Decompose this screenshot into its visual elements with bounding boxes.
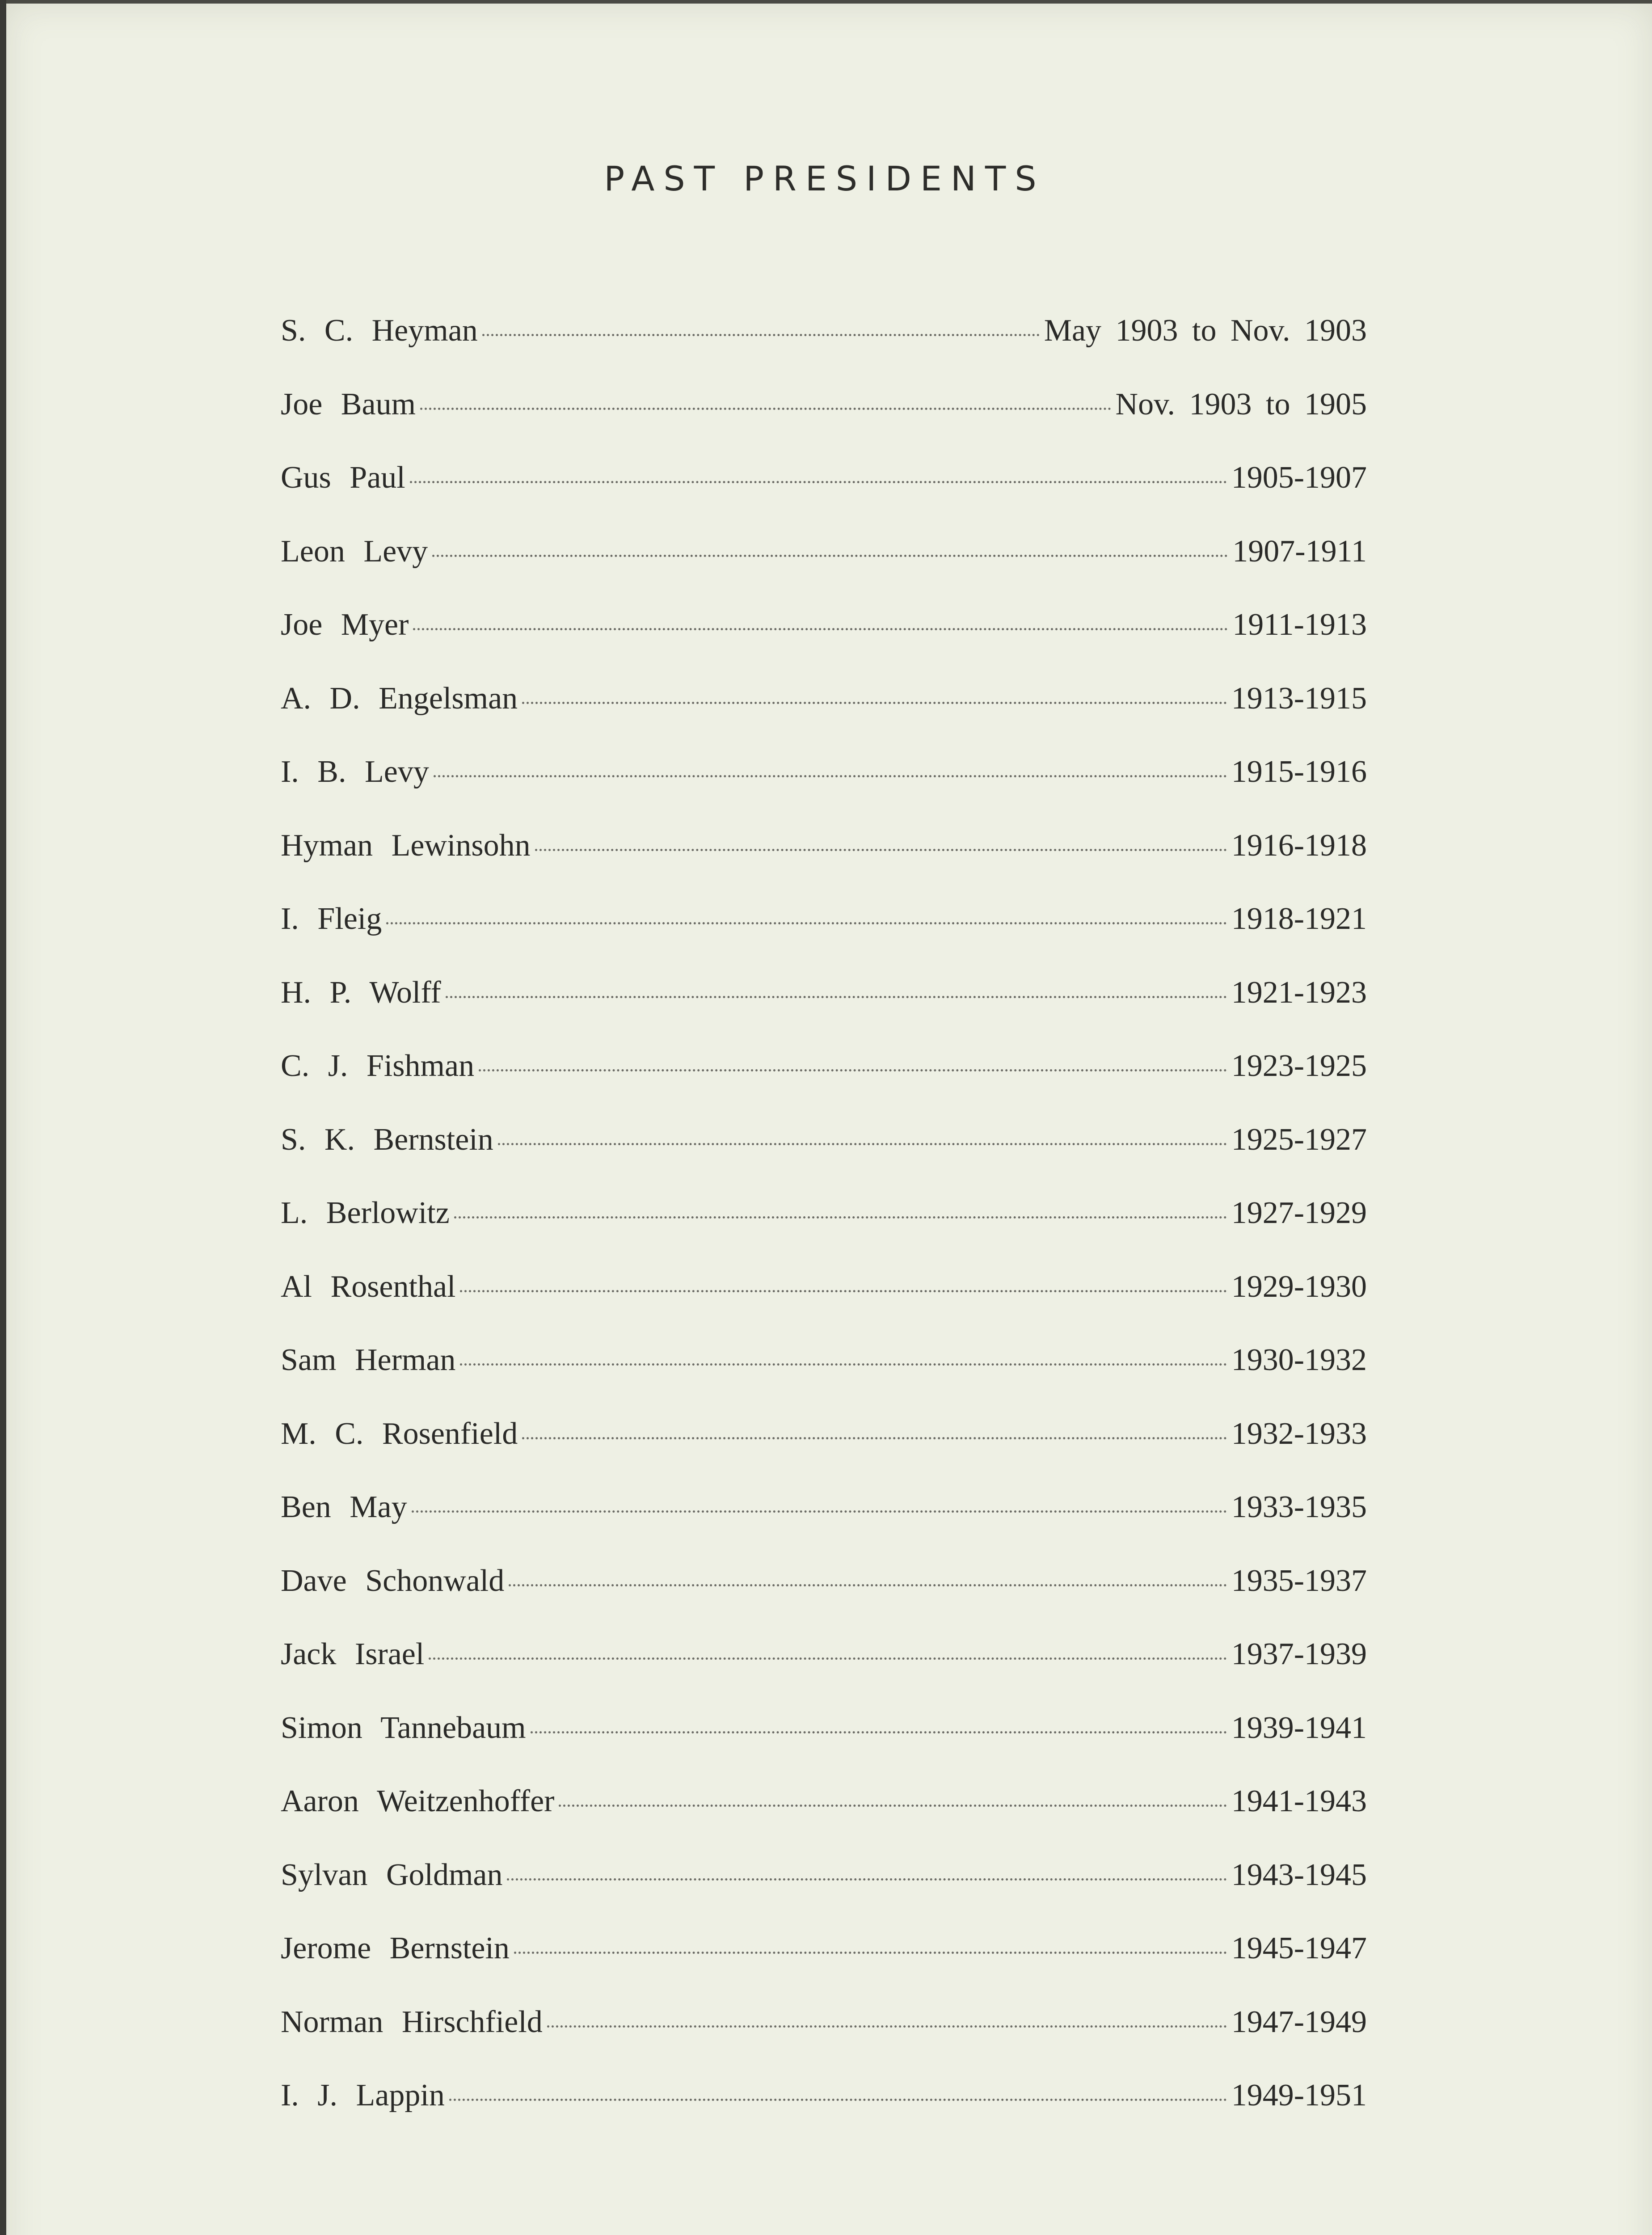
binding-edge xyxy=(0,0,6,2235)
president-row xyxy=(281,1416,1367,1490)
president-term: 1947-1949 xyxy=(1231,2004,1367,2039)
dot-leader xyxy=(547,2025,1227,2028)
dot-leader xyxy=(449,2099,1227,2101)
president-row xyxy=(281,975,1367,1049)
president-row xyxy=(281,828,1367,902)
president-term: 1939-1941 xyxy=(1231,1710,1367,1745)
president-name: Aaron Weitzenhoffer xyxy=(281,1784,555,1818)
president-name: Hyman Lewinsohn xyxy=(281,828,531,863)
dot-leader xyxy=(460,1363,1226,1366)
president-name: Joe Myer xyxy=(281,607,409,642)
president-name: A. D. Engelsman xyxy=(281,681,518,716)
president-row xyxy=(281,754,1367,828)
president-name: M. C. Rosenfield xyxy=(281,1416,518,1451)
president-row xyxy=(281,681,1367,755)
president-term: 1929-1930 xyxy=(1231,1269,1367,1304)
president-row xyxy=(281,1489,1367,1563)
president-name: Jerome Bernstein xyxy=(281,1931,510,1965)
president-term: 1905-1907 xyxy=(1231,460,1367,495)
president-row xyxy=(281,1636,1367,1710)
president-row xyxy=(281,387,1367,460)
president-row xyxy=(281,1342,1367,1416)
dot-leader xyxy=(420,408,1111,410)
president-name: I. J. Lappin xyxy=(281,2078,445,2113)
president-name: S. C. Heyman xyxy=(281,313,478,348)
president-name: I. Fleig xyxy=(281,902,382,936)
president-term: 1927-1929 xyxy=(1231,1196,1367,1230)
president-row xyxy=(281,1122,1367,1196)
president-term: 1925-1927 xyxy=(1231,1122,1367,1157)
dot-leader xyxy=(509,1584,1226,1586)
president-name: Simon Tannebaum xyxy=(281,1710,526,1745)
dot-leader xyxy=(531,1731,1227,1733)
dot-leader xyxy=(446,996,1227,998)
president-name: Joe Baum xyxy=(281,387,416,422)
dot-leader xyxy=(386,922,1226,924)
president-row xyxy=(281,1269,1367,1343)
president-term: May 1903 to Nov. 1903 xyxy=(1044,313,1367,348)
president-name: Leon Levy xyxy=(281,534,428,569)
president-row xyxy=(281,1784,1367,1857)
presidents-list xyxy=(281,313,1367,2151)
president-row xyxy=(281,313,1367,387)
dot-leader xyxy=(522,702,1227,704)
president-name: L. Berlowitz xyxy=(281,1196,450,1230)
president-row xyxy=(281,901,1367,975)
president-row xyxy=(281,1048,1367,1122)
president-row xyxy=(281,2078,1367,2151)
president-name: Norman Hirschfield xyxy=(281,2004,543,2039)
president-term: 1930-1932 xyxy=(1231,1343,1367,1377)
dot-leader xyxy=(410,481,1227,483)
president-term: 1923-1925 xyxy=(1231,1049,1367,1083)
president-term: 1932-1933 xyxy=(1231,1416,1367,1451)
president-term: 1907-1911 xyxy=(1232,534,1367,569)
president-term: 1943-1945 xyxy=(1231,1857,1367,1892)
dot-leader xyxy=(559,1805,1226,1807)
president-row xyxy=(281,1195,1367,1269)
president-row xyxy=(281,2004,1367,2078)
dot-leader xyxy=(498,1143,1227,1145)
president-row xyxy=(281,460,1367,534)
president-term: Nov. 1903 to 1905 xyxy=(1115,387,1367,422)
dot-leader xyxy=(454,1216,1227,1219)
dot-leader xyxy=(432,555,1228,557)
president-row xyxy=(281,534,1367,607)
president-term: 1949-1951 xyxy=(1231,2078,1367,2113)
dot-leader xyxy=(460,1290,1226,1292)
page-top-edge xyxy=(0,0,1652,4)
dot-leader xyxy=(535,849,1227,851)
president-row xyxy=(281,607,1367,681)
president-term: 1933-1935 xyxy=(1231,1490,1367,1524)
president-name: Ben May xyxy=(281,1490,407,1524)
president-name: Gus Paul xyxy=(281,460,405,495)
president-term: 1911-1913 xyxy=(1232,607,1367,642)
president-name: Dave Schonwald xyxy=(281,1563,505,1598)
dot-leader xyxy=(514,1952,1227,1954)
dot-leader xyxy=(522,1437,1226,1439)
president-name: Sylvan Goldman xyxy=(281,1857,503,1892)
president-term: 1916-1918 xyxy=(1231,828,1367,863)
president-name: Al Rosenthal xyxy=(281,1269,456,1304)
president-term: 1945-1947 xyxy=(1231,1931,1367,1965)
dot-leader xyxy=(412,1510,1227,1513)
president-name: S. K. Bernstein xyxy=(281,1122,493,1157)
dot-leader xyxy=(482,334,1040,336)
president-name: I. B. Levy xyxy=(281,755,429,789)
dot-leader xyxy=(479,1069,1227,1071)
president-term: 1913-1915 xyxy=(1231,681,1367,716)
dot-leader xyxy=(429,1657,1226,1660)
president-row xyxy=(281,1857,1367,1931)
president-name: C. J. Fishman xyxy=(281,1049,475,1083)
president-term: 1918-1921 xyxy=(1231,902,1367,936)
dot-leader xyxy=(434,775,1227,777)
president-term: 1915-1916 xyxy=(1231,755,1367,789)
president-term: 1921-1923 xyxy=(1231,975,1367,1010)
president-name: H. P. Wolff xyxy=(281,975,441,1010)
president-row xyxy=(281,1710,1367,1784)
dot-leader xyxy=(507,1878,1226,1881)
president-row xyxy=(281,1931,1367,2004)
page-title: PAST PRESIDENTS xyxy=(604,159,1045,198)
president-term: 1941-1943 xyxy=(1231,1784,1367,1818)
president-name: Sam Herman xyxy=(281,1343,456,1377)
president-name: Jack Israel xyxy=(281,1637,425,1671)
president-term: 1937-1939 xyxy=(1231,1637,1367,1671)
president-term: 1935-1937 xyxy=(1231,1563,1367,1598)
dot-leader xyxy=(413,628,1228,630)
president-row xyxy=(281,1563,1367,1637)
